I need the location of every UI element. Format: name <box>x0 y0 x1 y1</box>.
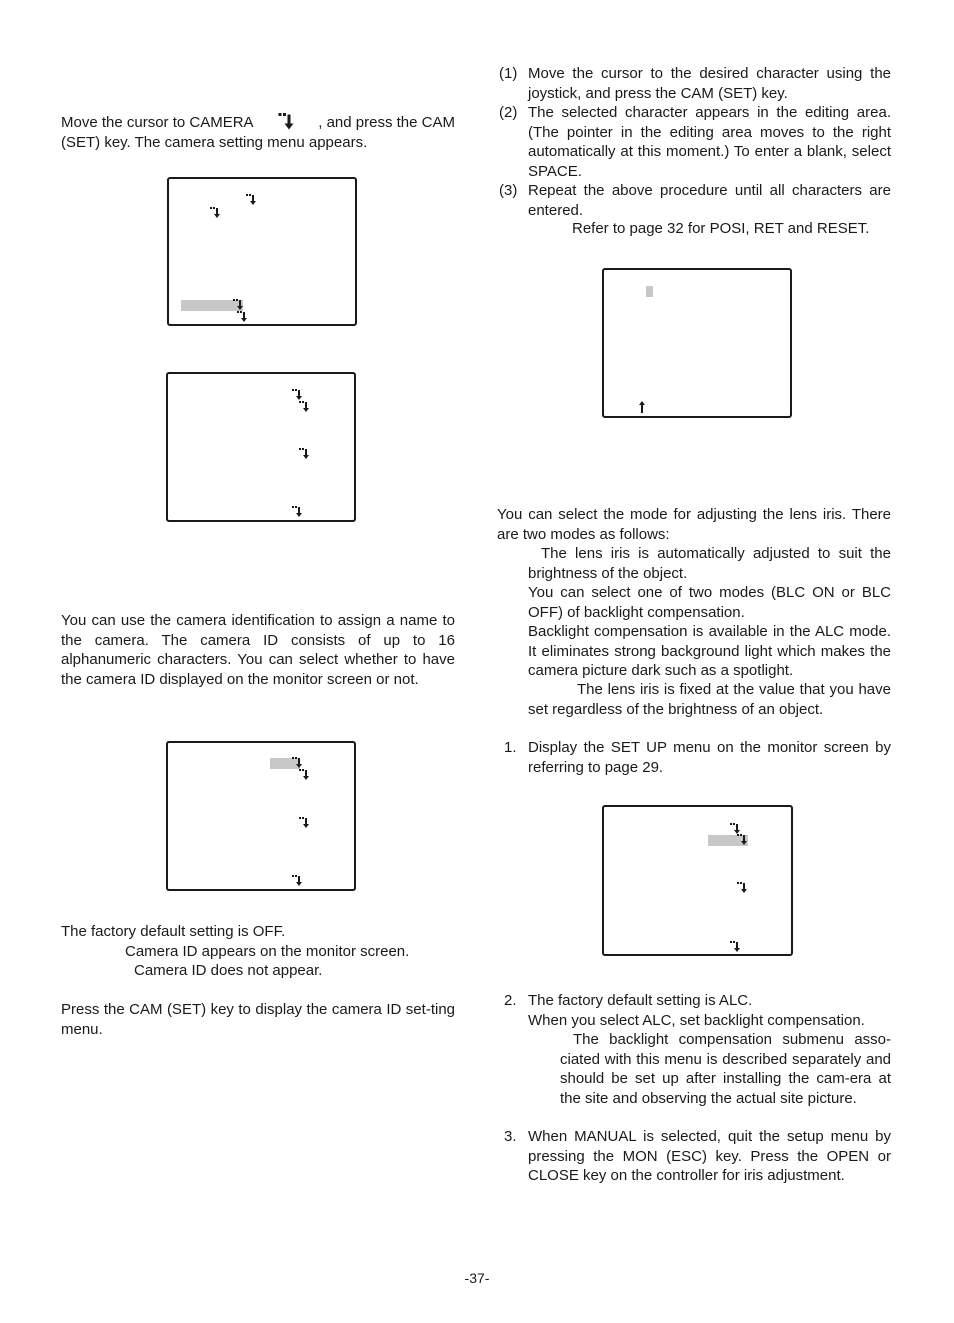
intro-text-3: (SET) key. The camera setting menu appears. <box>61 133 368 151</box>
submenu-arrow-icon <box>292 875 302 887</box>
list-item: (1) Move the cursor to the desired character using the joystick, and press the CAM (SET) key. <box>499 65 891 102</box>
off-description: Camera ID does not appear. <box>134 962 323 979</box>
camera-menu-intro <box>61 113 455 152</box>
step-2: 2. The factory default setting is ALC. <box>504 992 753 1009</box>
intro-text-2: , and press the CAM <box>318 114 455 131</box>
submenu-arrow-icon <box>299 448 309 460</box>
steps-top-list <box>497 64 891 220</box>
camera-menu-screen <box>167 177 357 326</box>
blc-description: You can select one of two modes (BLC ON or BLC OFF) of backlight compensation. <box>528 584 891 621</box>
submenu-arrow-icon <box>737 834 747 846</box>
camera-submenu-icon <box>278 113 294 131</box>
list-item: (2) The selected character appears in the editing area. (The pointer in the editing area moves to the right automatically at this moment.) To enter a blank, select SPACE. <box>499 104 891 180</box>
alc-description: The lens iris is automatically adjusted to suit the brightness of the object. <box>528 545 891 582</box>
submenu-arrow-icon <box>299 817 309 829</box>
step-1: 1. Display the SET UP menu on the monitor screen by referring to page 29. <box>504 739 891 776</box>
submenu-arrow-icon <box>292 506 302 518</box>
step-3: 3. When MANUAL is selected, quit the setup menu by pressing the MON (ESC) key. Press the OPEN or CLOSE key on the controller for iris adjustment. <box>504 1128 891 1184</box>
submenu-arrow-icon <box>292 757 302 769</box>
camera-id-paragraph: You can use the camera identification to assign a name to the camera. The camera ID consists of up to 16 alphanumeric characters. You can select whether to have the camera ID displayed on the monitor screen or not. <box>61 612 455 688</box>
submenu-arrow-icon <box>292 389 302 401</box>
submenu-arrow-icon <box>730 941 740 953</box>
manual-description: The lens iris is fixed at the value that you have set regardless of the brightness of an object. <box>528 681 891 718</box>
edit-cursor <box>646 286 653 297</box>
intro-text-1: Move the cursor to CAMERA <box>61 114 254 131</box>
page-number: -37- <box>464 1270 490 1286</box>
camera-id-screen <box>166 741 356 891</box>
up-arrow-icon <box>639 401 645 413</box>
submenu-arrow-icon <box>210 207 220 219</box>
default-off-text: The factory default setting is OFF. <box>61 923 286 940</box>
iris-intro: You can select the mode for adjusting the lens iris. There are two modes as follows: <box>497 506 891 543</box>
camera-setting-screen <box>166 372 356 522</box>
posi-note: Refer to page 32 for POSI, RET and RESET. <box>572 220 870 237</box>
on-description: Camera ID appears on the monitor screen. <box>125 943 410 960</box>
submenu-arrow-icon <box>299 769 309 781</box>
alc-backlight-text: When you select ALC, set backlight compensation. <box>528 1012 865 1029</box>
submenu-note: The backlight compensation submenu asso-ciated with this menu is described separately and should be set up after installing the cam-era at the site and observing the actual site picture. <box>560 1031 891 1107</box>
press-cam-set-text: Press the CAM (SET) key to display the camera ID set-ting menu. <box>61 1001 455 1038</box>
list-item: (3) Repeat the above procedure until all characters are entered. <box>499 182 891 219</box>
submenu-arrow-icon <box>237 311 247 323</box>
setup-menu-screen <box>602 805 793 956</box>
submenu-arrow-icon <box>233 299 243 311</box>
submenu-arrow-icon <box>246 194 256 206</box>
camera-id-edit-screen <box>602 268 792 418</box>
submenu-arrow-icon <box>299 401 309 413</box>
backlight-description: Backlight compensation is available in the ALC mode. It eliminates strong background light which makes the camera picture dark such as a spotlight. <box>528 623 891 679</box>
submenu-arrow-icon <box>737 882 747 894</box>
